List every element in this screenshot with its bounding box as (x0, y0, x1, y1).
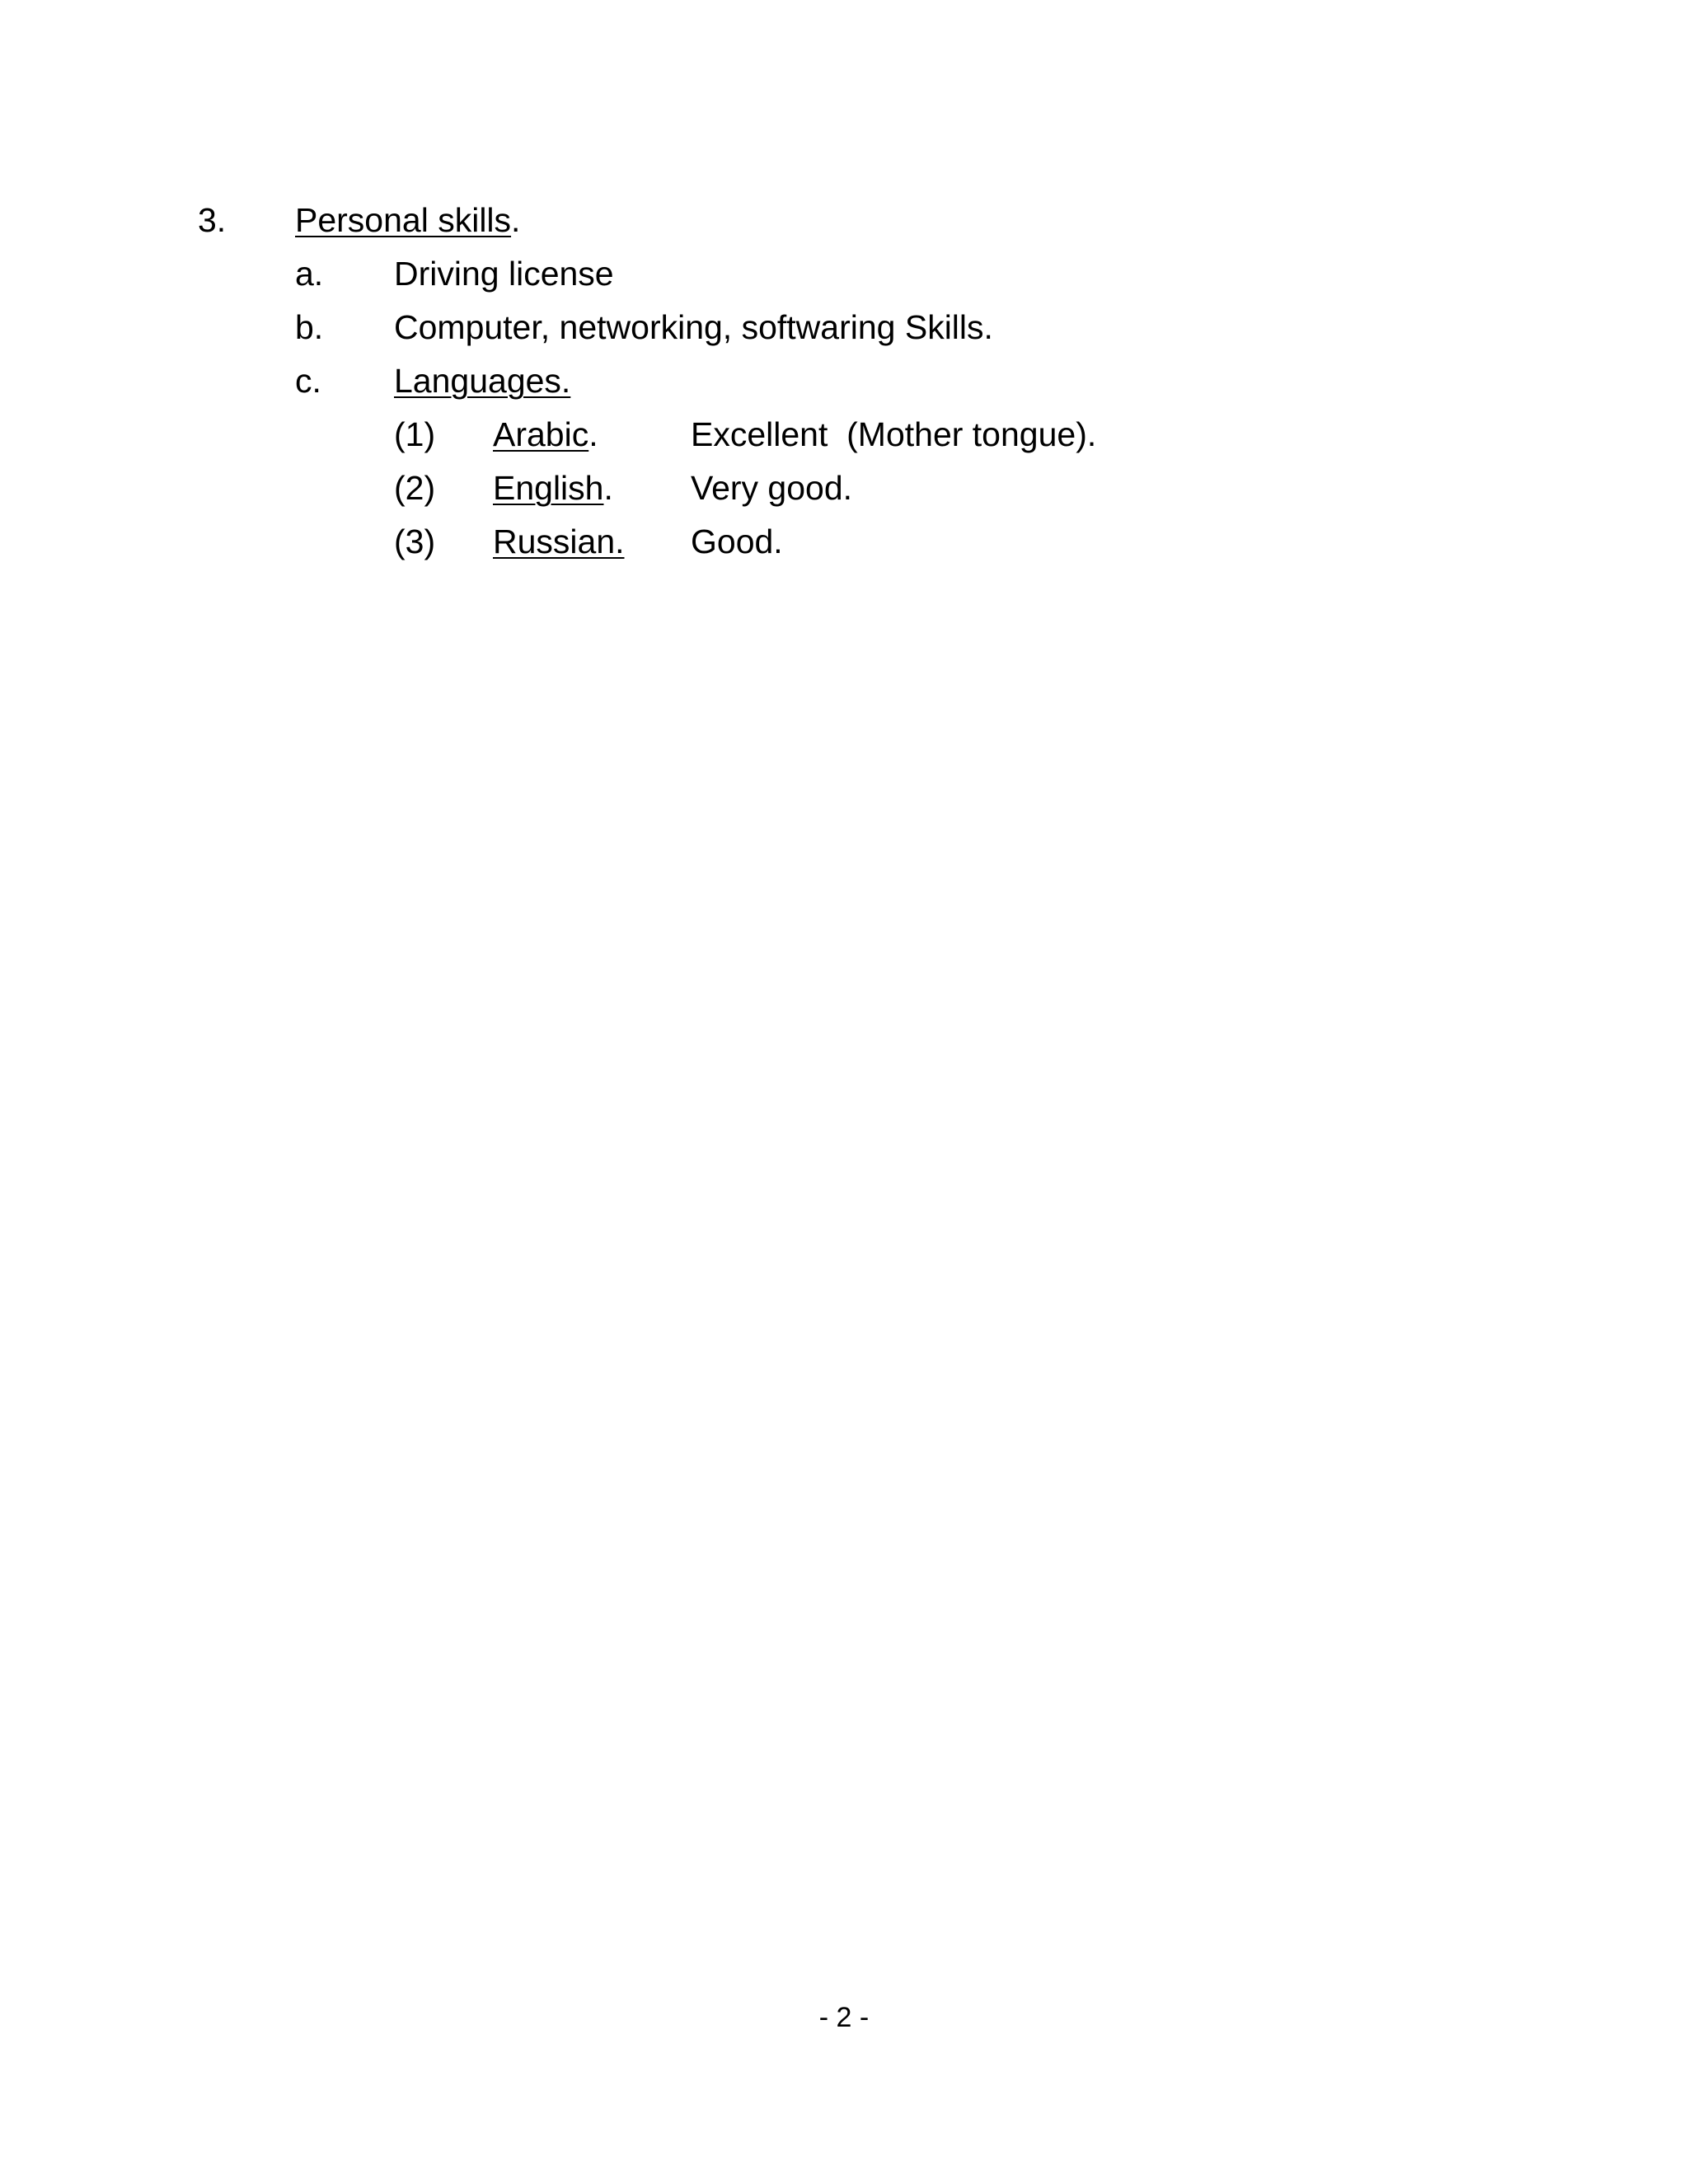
language-level: Very good. (691, 469, 853, 507)
language-marker: (3) (394, 523, 436, 560)
language-level: Good. (691, 523, 783, 560)
language-name (493, 467, 613, 509)
list-item-text: Driving license (394, 255, 614, 293)
page-number: - 2 - (818, 2002, 870, 2033)
language-name-suffix: . (588, 415, 598, 453)
language-name-text: English (493, 469, 604, 507)
language-name-suffix: . (603, 469, 613, 507)
language-name (493, 521, 625, 562)
list-item-text: Languages. (394, 362, 571, 400)
language-name (493, 414, 598, 455)
section-number: 3. (198, 201, 227, 239)
language-level: Excellent (Mother tongue). (691, 415, 1097, 453)
section-title-suffix: . (511, 201, 521, 239)
list-item-marker: a. (295, 255, 324, 293)
language-marker: (2) (394, 469, 436, 507)
section-title (295, 199, 520, 241)
list-item-marker: b. (295, 308, 324, 346)
list-item-text: Computer, networking, softwaring Skills. (394, 308, 993, 346)
list-item-marker: c. (295, 362, 321, 400)
section-title-text: Personal skills (295, 201, 512, 239)
language-marker: (1) (394, 415, 436, 453)
language-name-text: Arabic (493, 415, 589, 453)
language-name-text: Russian. (493, 523, 625, 560)
